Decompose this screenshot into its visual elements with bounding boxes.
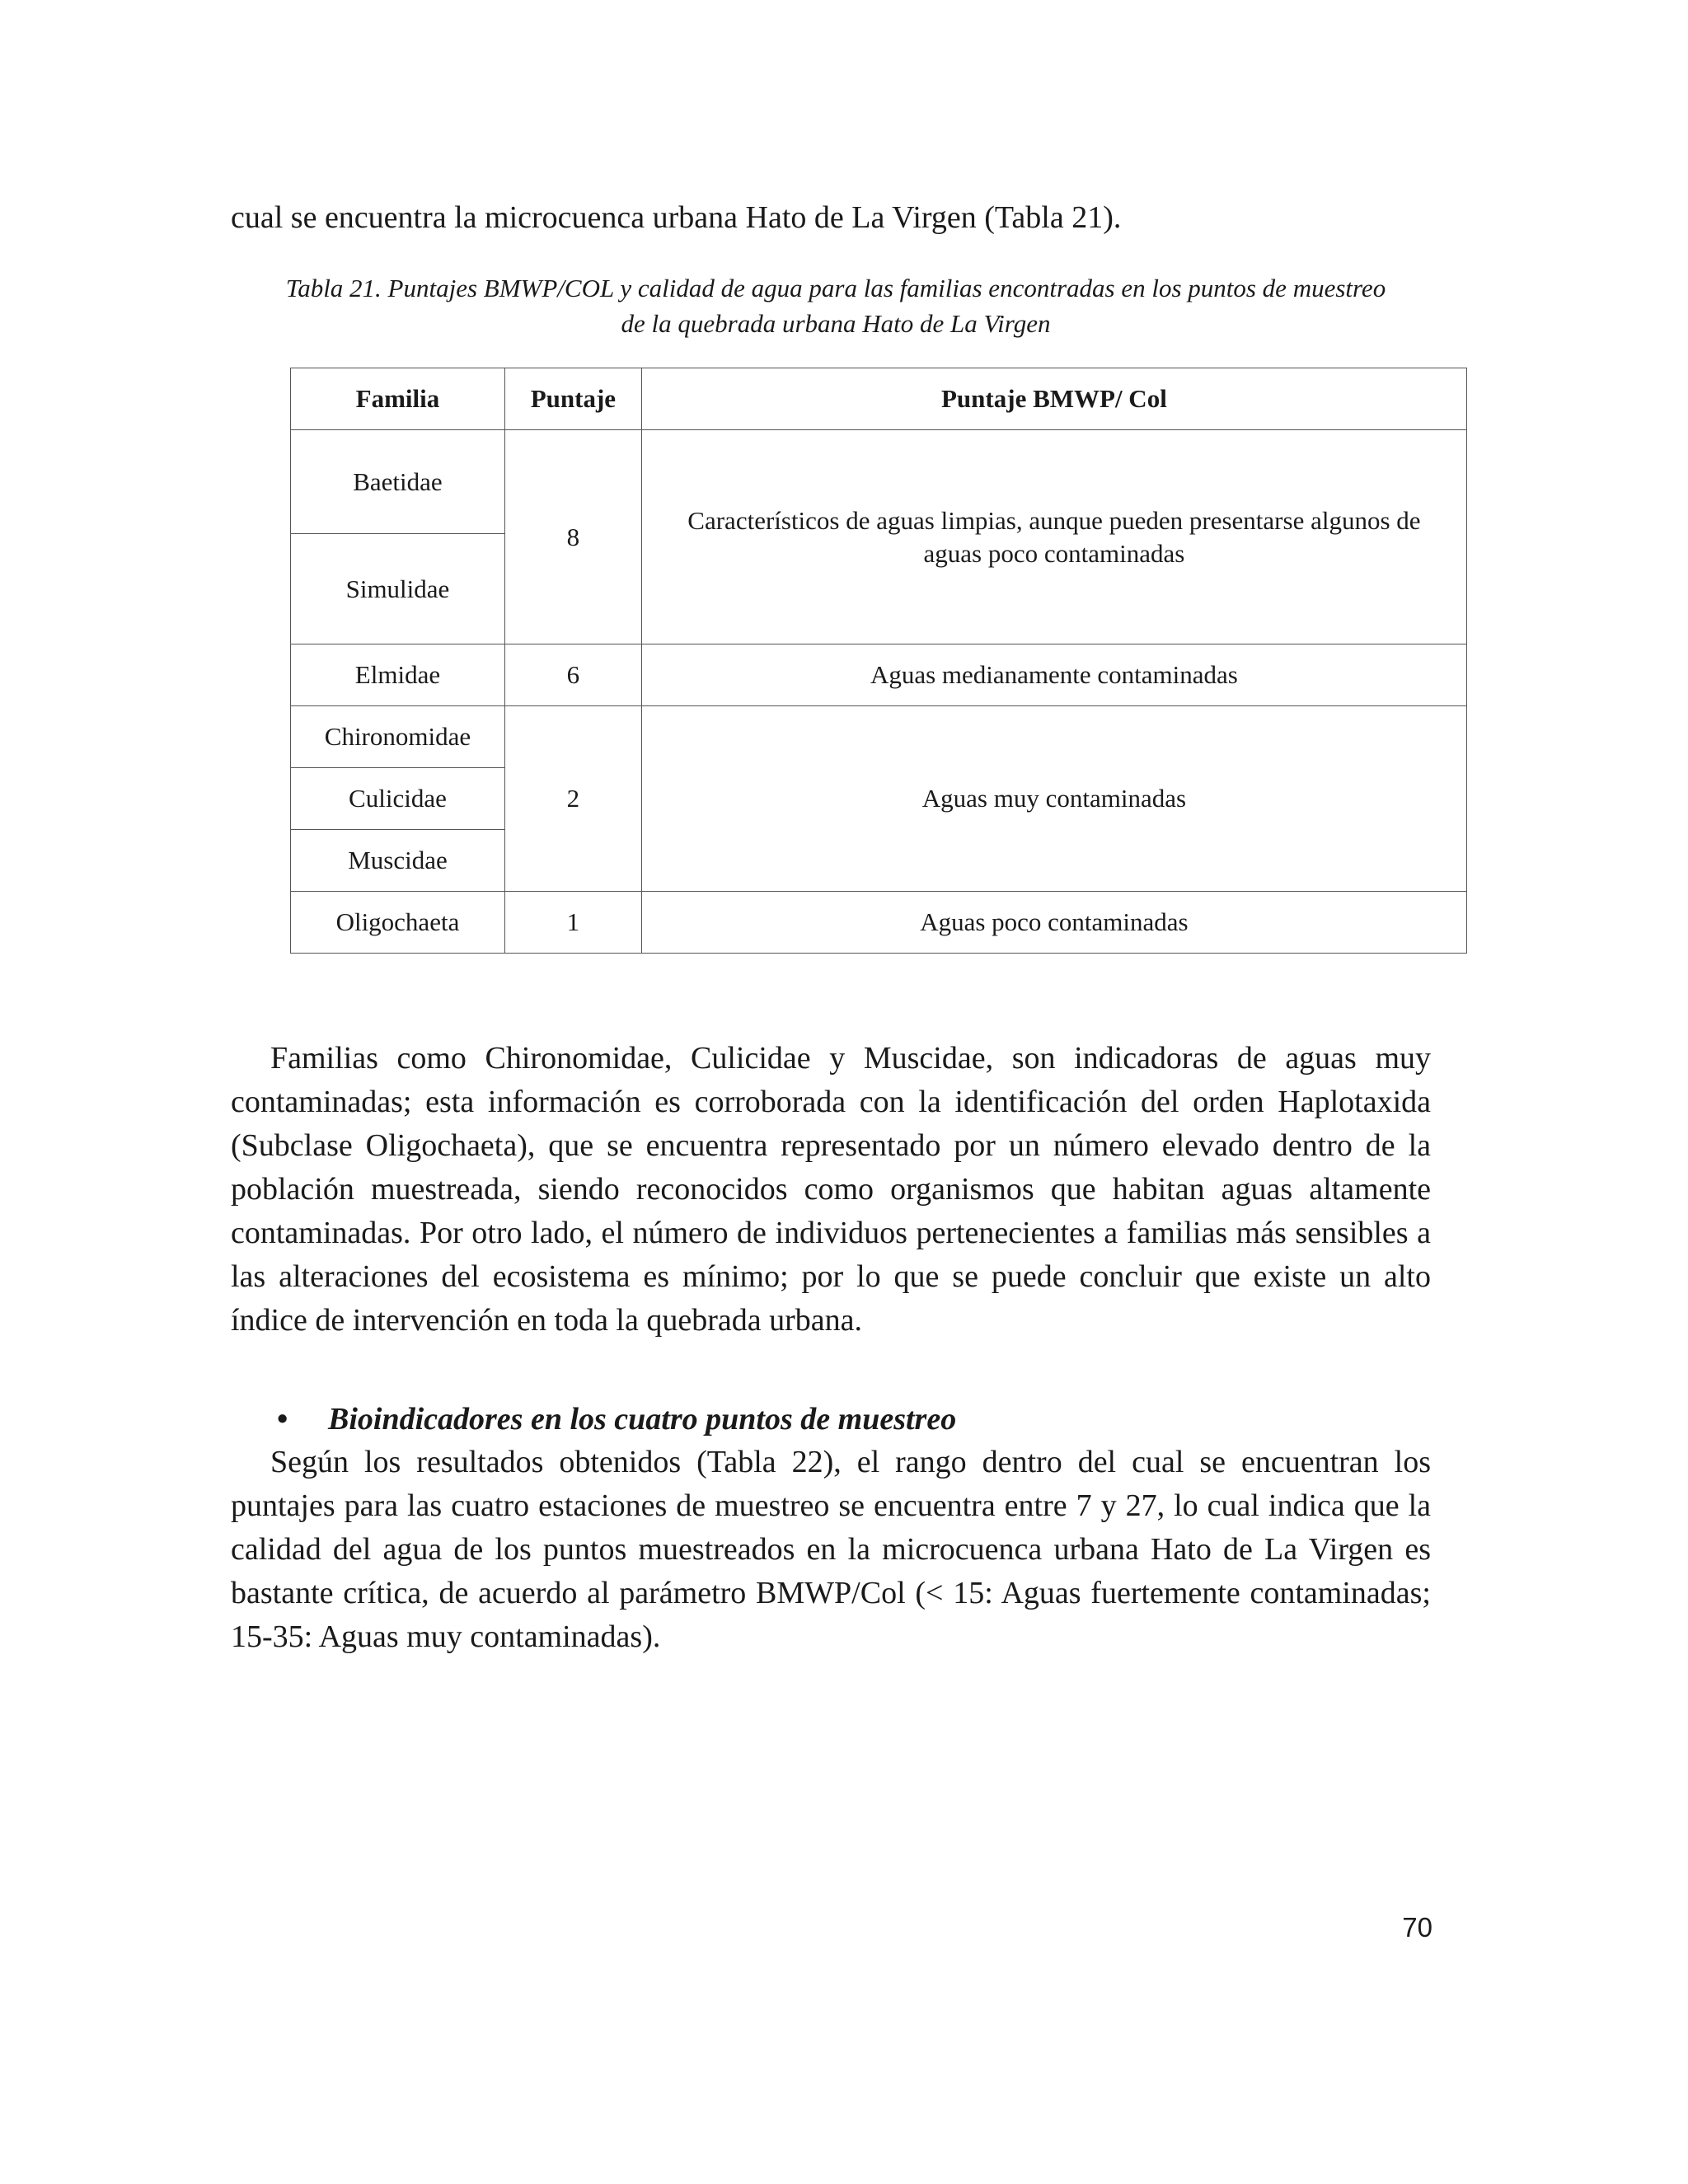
paragraph-families (231, 1037, 1431, 1343)
paragraph-text: Familias como Chironomidae, Culicidae y Muscidae, son indicadoras de aguas muy contaminadas; esta información es corroborada con la identificación del orden Haplotaxida (Subclase Oligochaeta), que se encuentra representado por un número elevado dentro de la población muestreada, siendo reconocidos como organismos que habitan aguas altamente contaminadas. Por otro lado, el número de individuos pertenecientes a familias más sensibles a las alteraciones del ecosistema es mínimo; por lo que se puede concluir que existe un alto índice de intervención en toda la quebrada urbana. (231, 1041, 1431, 1338)
quality-cell: Característicos de aguas limpias, aunque pueden presentarse algunos de aguas poco contaminadas (641, 430, 1466, 644)
score-cell: 8 (504, 430, 641, 644)
header-bmwp-col: Puntaje BMWP/ Col (641, 368, 1466, 430)
table-caption (206, 270, 1465, 341)
paragraph-results (231, 1441, 1431, 1659)
table-row (291, 644, 1467, 706)
family-cell: Simulidae (291, 534, 505, 644)
table-row (291, 892, 1467, 954)
bmwp-table (290, 368, 1467, 954)
header-puntaje: Puntaje (504, 368, 641, 430)
family-cell: Baetidae (291, 430, 505, 534)
page-number: 70 (1402, 1912, 1432, 1943)
table-header-row (291, 368, 1467, 430)
bullet-heading-text: Bioindicadores en los cuatro puntos de muestreo (328, 1402, 957, 1436)
table-caption-line-1: Tabla 21. Puntajes BMWP/COL y calidad de agua para las familias encontradas en los puntos de muestreo (285, 274, 1386, 302)
family-cell: Elmidae (291, 644, 505, 706)
family-cell: Oligochaeta (291, 892, 505, 954)
family-cell: Muscidae (291, 830, 505, 892)
family-cell: Culicidae (291, 768, 505, 830)
table-row (291, 430, 1467, 534)
table-caption-line-2: de la quebrada urbana Hato de La Virgen (621, 309, 1051, 338)
score-cell: 2 (504, 706, 641, 892)
header-familia: Familia (291, 368, 505, 430)
quality-cell: Aguas medianamente contaminadas (641, 644, 1466, 706)
paragraph-text: Según los resultados obtenidos (Tabla 22), el rango dentro del cual se encuentran los puntajes para las cuatro estaciones de muestreo se encuentra entre 7 y 27, lo cual indica que la calidad del agua de los puntos muestreados en la microcuenca urbana Hato de La Virgen es bastante crítica, de acuerdo al parámetro BMWP/Col (< 15: Aguas fuertemente contaminadas; 15-35: Aguas muy contaminadas). (231, 1445, 1431, 1654)
table-row (291, 706, 1467, 768)
section-bullet-heading (277, 1398, 956, 1441)
score-cell: 1 (504, 892, 641, 954)
bullet-icon: • (277, 1402, 288, 1436)
family-cell: Chironomidae (291, 706, 505, 768)
score-cell: 6 (504, 644, 641, 706)
quality-cell: Aguas poco contaminadas (641, 892, 1466, 954)
intro-line: cual se encuentra la microcuenca urbana Hato de La Virgen (Tabla 21). (231, 200, 1122, 235)
quality-cell: Aguas muy contaminadas (641, 706, 1466, 892)
